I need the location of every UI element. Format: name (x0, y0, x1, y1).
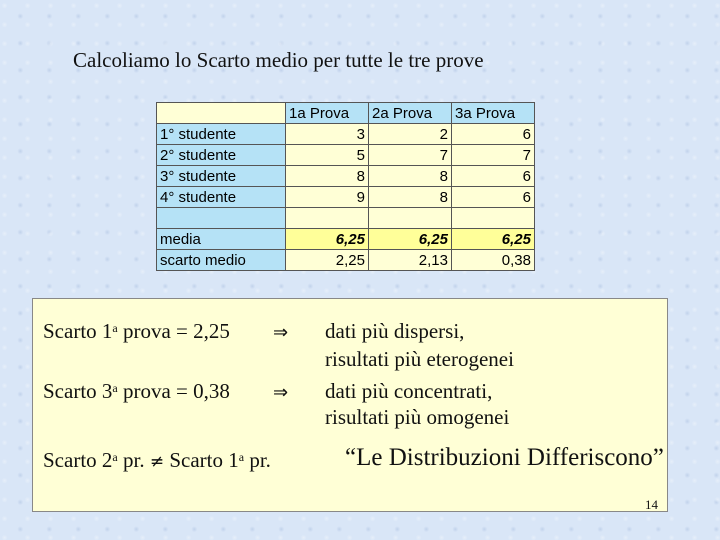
table-cell: 9 (286, 187, 369, 208)
media-cell: 6,25 (286, 229, 369, 250)
table-header-row (157, 103, 535, 124)
spacer-cell (452, 208, 535, 229)
table-row (157, 145, 535, 166)
row-label: 4° studente (157, 187, 286, 208)
column-header: 1a Prova (286, 103, 369, 124)
table-row (157, 187, 535, 208)
row-label: 1° studente (157, 124, 286, 145)
slide-title: Calcoliamo lo Scarto medio per tutte le tre prove (73, 48, 484, 72)
text: Scarto 3 (43, 379, 113, 403)
table-cell: 8 (286, 166, 369, 187)
conclusion-panel (32, 298, 668, 512)
table-row (157, 166, 535, 187)
line-scarto-1 (43, 319, 230, 344)
data-table (156, 102, 535, 271)
table-spacer-row (157, 208, 535, 229)
superscript: a (112, 381, 118, 395)
table-cell: 2 (369, 124, 452, 145)
spacer-cell (369, 208, 452, 229)
media-cell: 6,25 (452, 229, 535, 250)
text: Scarto 2 (43, 448, 113, 472)
row-label: scarto medio (157, 250, 286, 271)
table-corner-cell (157, 103, 286, 124)
spacer-cell (157, 208, 286, 229)
superscript: a (112, 450, 118, 464)
implies-icon: ⇒ (273, 382, 289, 403)
text: Scarto 1 (164, 448, 239, 472)
table-cell: 8 (369, 166, 452, 187)
media-row (157, 229, 535, 250)
not-equal-icon: ≠ (149, 452, 165, 472)
line-comparison (43, 448, 271, 473)
scarto-cell: 0,38 (452, 250, 535, 271)
table-cell: 6 (452, 166, 535, 187)
table-cell: 7 (369, 145, 452, 166)
row-label: 3° studente (157, 166, 286, 187)
conclusion-quote: “Le Distribuzioni Differiscono” (345, 444, 664, 471)
text: pr. (117, 448, 150, 472)
media-cell: 6,25 (369, 229, 452, 250)
superscript: a (238, 450, 245, 464)
line-scarto-3 (43, 379, 230, 404)
table-row (157, 124, 535, 145)
table-cell: 6 (452, 187, 535, 208)
scarto-cell: 2,25 (286, 250, 369, 271)
line-eterogenei: risultati più eterogenei (325, 347, 514, 371)
line-omogenei: risultati più omogenei (325, 405, 510, 429)
text: prova = 2,25 (117, 319, 230, 343)
table-cell: 8 (369, 187, 452, 208)
row-label: 2° studente (157, 145, 286, 166)
column-header: 2a Prova (369, 103, 452, 124)
table-cell: 7 (452, 145, 535, 166)
text: prova = 0,38 (117, 379, 230, 403)
spacer-cell (286, 208, 369, 229)
page-number: 14 (645, 497, 658, 512)
table-cell: 3 (286, 124, 369, 145)
superscript: a (112, 321, 118, 335)
table-cell: 6 (452, 124, 535, 145)
scarto-cell: 2,13 (369, 250, 452, 271)
table-cell: 5 (286, 145, 369, 166)
implies-icon: ⇒ (273, 322, 289, 343)
scarto-row (157, 250, 535, 271)
column-header: 3a Prova (452, 103, 535, 124)
text: Scarto 1 (43, 319, 113, 343)
text: pr. (244, 448, 271, 472)
line-concentrati: dati più concentrati, (325, 379, 493, 403)
row-label: media (157, 229, 286, 250)
line-dispersi: dati più dispersi, (325, 319, 465, 343)
